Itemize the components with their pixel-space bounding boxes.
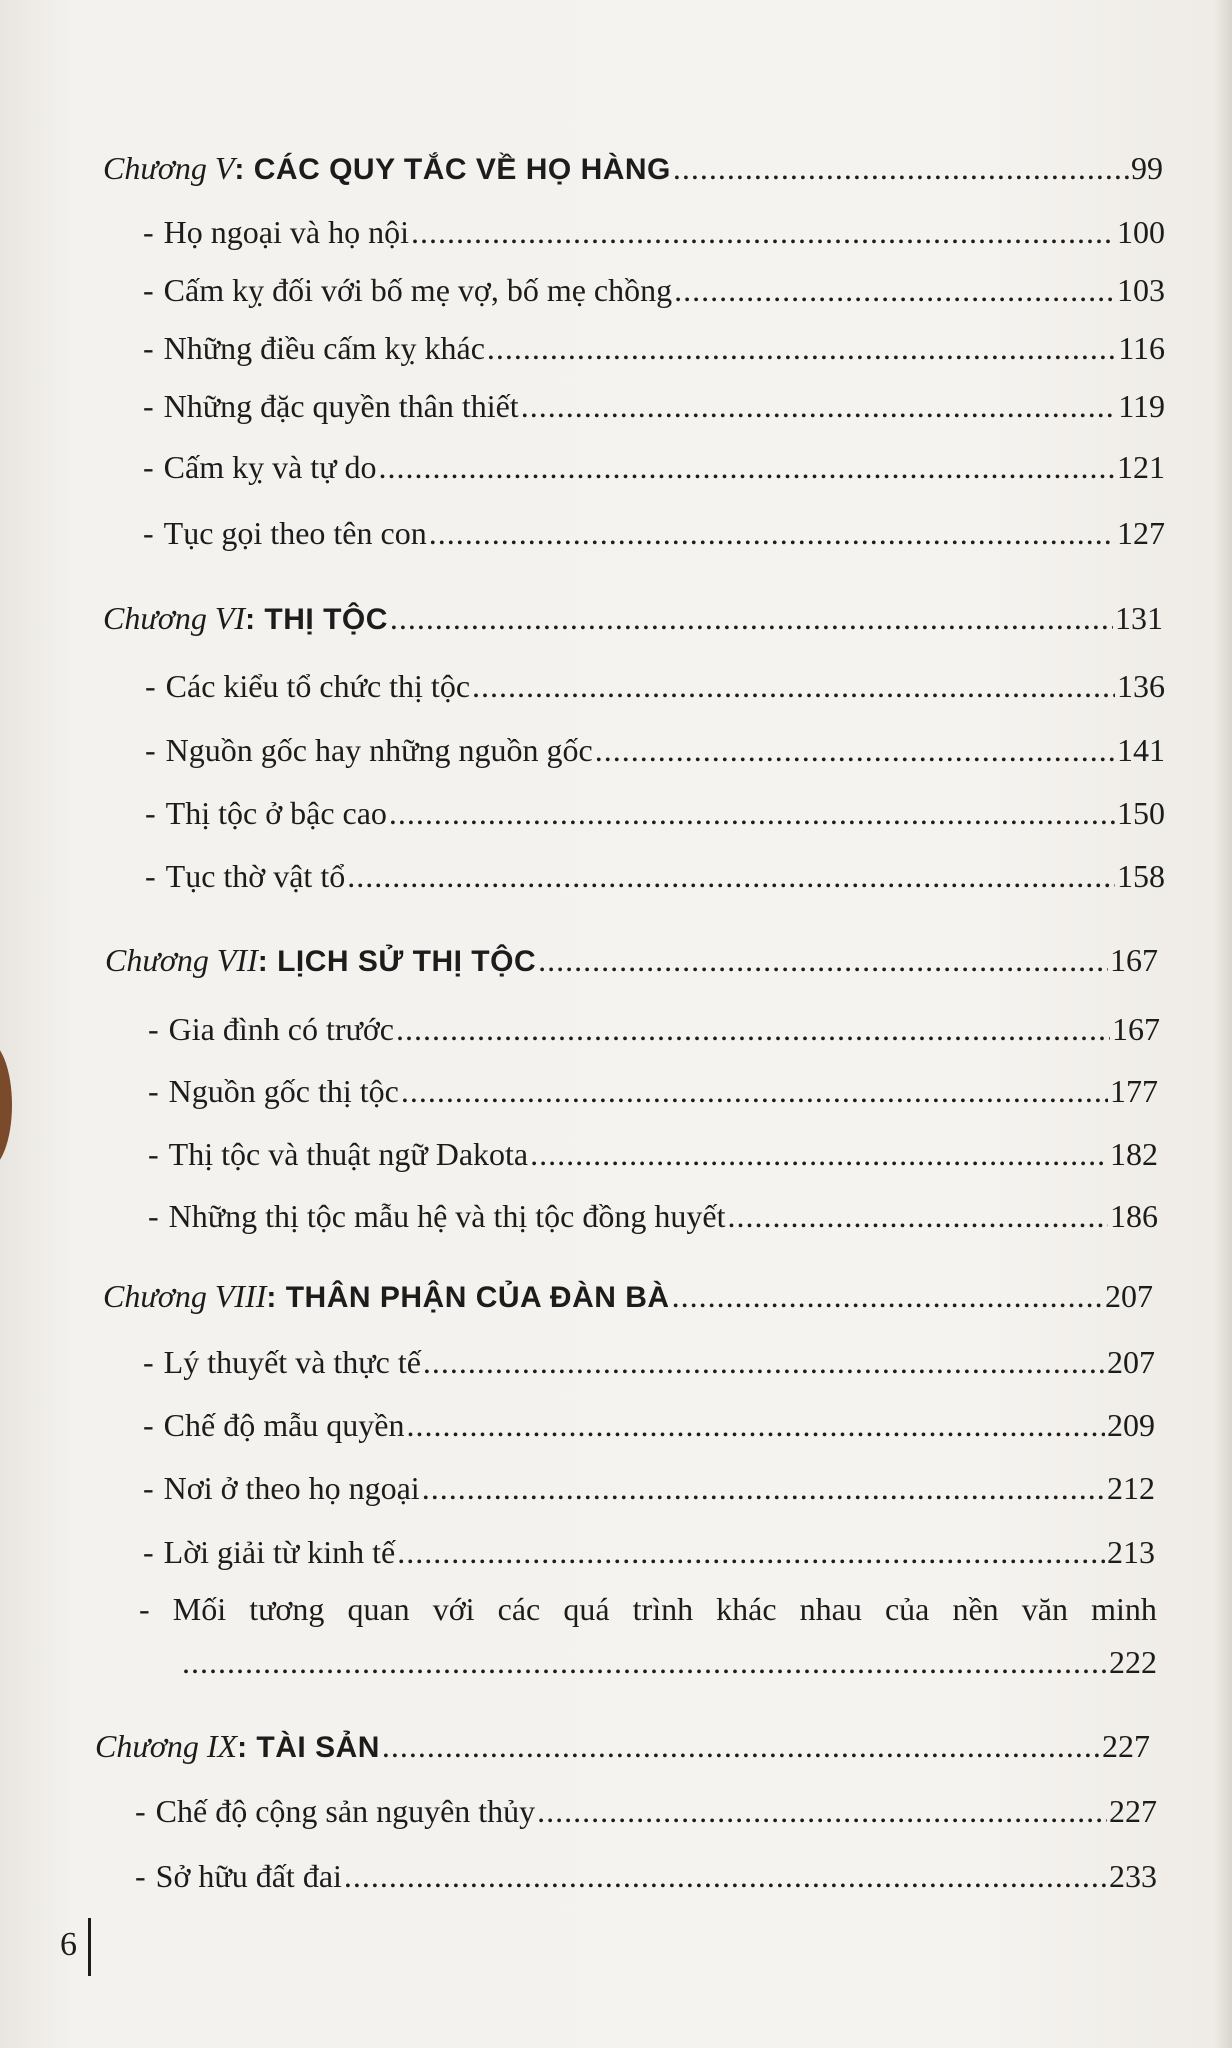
page-number: 212 xyxy=(1107,1470,1155,1506)
leader-dots xyxy=(379,447,1115,487)
page-number: 127 xyxy=(1117,515,1165,551)
dash: - xyxy=(145,668,156,704)
page-number: 141 xyxy=(1117,732,1165,768)
word: nhau xyxy=(799,1591,862,1627)
item-title: Nguồn gốc thị tộc xyxy=(168,1073,399,1109)
leader-dots xyxy=(411,212,1115,252)
page-number: 100 xyxy=(1117,214,1165,250)
word: Mối xyxy=(172,1591,227,1627)
word: khác xyxy=(716,1591,777,1627)
toc-item-long-line1 xyxy=(139,1589,1157,1629)
item-title: Họ ngoại và họ nội xyxy=(163,214,409,250)
page-number: 177 xyxy=(1110,1073,1158,1109)
dash: - xyxy=(148,1073,159,1109)
toc-item xyxy=(143,1405,1155,1445)
chapter-label: Chương VI xyxy=(103,600,246,636)
dash: - xyxy=(143,1407,154,1443)
word: minh xyxy=(1091,1591,1157,1627)
chapter-heading: THÂN PHẬN CỦA ĐÀN BÀ xyxy=(285,1281,670,1314)
dash: - xyxy=(143,1534,154,1570)
leader-dots xyxy=(672,1276,1103,1316)
toc-item xyxy=(145,793,1165,833)
leader-dots xyxy=(382,1726,1100,1766)
toc-item xyxy=(143,447,1165,487)
chapter-sep: : xyxy=(234,153,254,186)
leader-dots xyxy=(347,856,1115,896)
item-title: Thị tộc và thuật ngữ Dakota xyxy=(168,1136,529,1172)
word: các xyxy=(497,1591,541,1627)
toc-chapter-7 xyxy=(105,940,1158,982)
chapter-heading: TÀI SẢN xyxy=(256,1731,380,1764)
item-title: Gia đình có trước xyxy=(168,1011,394,1047)
page-number: 207 xyxy=(1107,1344,1155,1380)
item-title: Tục thờ vật tổ xyxy=(165,858,346,894)
leader-dots xyxy=(530,1134,1108,1174)
leader-dots xyxy=(674,270,1115,310)
toc-item xyxy=(143,328,1165,368)
chapter-label: Chương IX xyxy=(95,1728,238,1764)
page-number: 227 xyxy=(1109,1793,1157,1829)
word: quan xyxy=(347,1591,410,1627)
page-number: 186 xyxy=(1110,1198,1158,1234)
word: văn xyxy=(1021,1591,1068,1627)
leader-dots xyxy=(390,598,1113,638)
item-title: Các kiểu tổ chức thị tộc xyxy=(165,668,471,704)
dash: - xyxy=(143,214,154,250)
leader-dots xyxy=(397,1532,1105,1572)
item-title: Sở hữu đất đai xyxy=(155,1858,342,1894)
dash: - xyxy=(143,388,154,424)
word: nền xyxy=(952,1591,999,1627)
chapter-label: Chương VIII xyxy=(103,1278,267,1314)
chapter-label: Chương V xyxy=(103,150,235,186)
toc-item-long-line2 xyxy=(182,1642,1157,1682)
dash: - xyxy=(145,732,156,768)
dash: - xyxy=(143,1344,154,1380)
dash: - xyxy=(145,858,156,894)
item-title: Nơi ở theo họ ngoại xyxy=(163,1470,420,1506)
leader-dots xyxy=(422,1468,1105,1508)
dash: - xyxy=(148,1011,159,1047)
word: với xyxy=(432,1591,475,1627)
dash: - xyxy=(143,515,154,551)
leader-dots xyxy=(673,148,1129,188)
leader-dots xyxy=(487,328,1116,368)
leader-dots xyxy=(396,1009,1110,1049)
leader-dots xyxy=(595,730,1115,770)
toc-chapter-6 xyxy=(103,598,1163,640)
item-title: Chế độ mẫu quyền xyxy=(163,1407,405,1443)
page-number: 150 xyxy=(1117,795,1165,831)
dash: - xyxy=(135,1793,146,1829)
page-number: 158 xyxy=(1117,858,1165,894)
page-number: 99 xyxy=(1131,150,1163,186)
leader-dots xyxy=(538,940,1108,980)
page-number: 182 xyxy=(1110,1136,1158,1172)
toc-item xyxy=(145,730,1165,770)
page-number: 121 xyxy=(1117,449,1165,485)
toc-item xyxy=(143,386,1165,426)
page-number: 227 xyxy=(1102,1728,1150,1764)
page-number: 131 xyxy=(1115,600,1163,636)
dash: - xyxy=(139,1591,150,1627)
word: trình xyxy=(632,1591,694,1627)
footer-divider xyxy=(88,1918,91,1976)
dash: - xyxy=(143,449,154,485)
page-number: 103 xyxy=(1117,272,1165,308)
toc-chapter-9 xyxy=(95,1726,1150,1768)
chapter-sep: : xyxy=(245,603,265,636)
chapter-sep: : xyxy=(266,1281,286,1314)
toc-chapter-5 xyxy=(103,148,1163,190)
chapter-heading: CÁC QUY TẮC VỀ HỌ HÀNG xyxy=(253,153,671,186)
chapter-label: Chương VII xyxy=(105,942,258,978)
chapter-sep: : xyxy=(237,1731,257,1764)
item-title: Lời giải từ kinh tế xyxy=(163,1534,396,1570)
toc-item xyxy=(143,1342,1155,1382)
word: quá xyxy=(563,1591,610,1627)
word: của xyxy=(884,1591,930,1627)
page-number: 233 xyxy=(1109,1858,1157,1894)
chapter-heading: LỊCH SỬ THỊ TỘC xyxy=(277,945,537,978)
leader-dots xyxy=(389,793,1115,833)
leader-dots xyxy=(429,513,1115,553)
item-title: Những thị tộc mẫu hệ và thị tộc đồng huyết xyxy=(168,1198,726,1234)
page-number: 167 xyxy=(1112,1011,1160,1047)
toc-item xyxy=(148,1134,1158,1174)
leader-dots xyxy=(182,1642,1107,1682)
item-title: Tục gọi theo tên con xyxy=(163,515,427,551)
leader-dots xyxy=(407,1405,1106,1445)
toc-item xyxy=(148,1196,1158,1236)
toc-item xyxy=(143,1532,1155,1572)
toc-item xyxy=(148,1071,1158,1111)
dash: - xyxy=(143,272,154,308)
item-title: Cấm kỵ đối với bố mẹ vợ, bố mẹ chồng xyxy=(163,272,673,308)
page-number: 119 xyxy=(1118,388,1165,424)
item-title: Những đặc quyền thân thiết xyxy=(163,388,519,424)
toc-item xyxy=(143,513,1165,553)
leader-dots xyxy=(472,666,1115,706)
page-number: 207 xyxy=(1105,1278,1153,1314)
toc-item xyxy=(135,1791,1157,1831)
page-footer-number: 6 xyxy=(60,1926,77,1963)
toc-item xyxy=(143,1468,1155,1508)
item-title: Thị tộc ở bậc cao xyxy=(165,795,387,831)
leader-dots xyxy=(401,1071,1108,1111)
dash: - xyxy=(148,1198,159,1234)
page-number: 222 xyxy=(1109,1644,1157,1680)
leader-dots xyxy=(727,1196,1108,1236)
item-title: Nguồn gốc hay những nguồn gốc xyxy=(165,732,593,768)
leader-dots xyxy=(521,386,1117,426)
page-number: 136 xyxy=(1117,668,1165,704)
chapter-sep: : xyxy=(257,945,278,978)
word: tương xyxy=(249,1591,325,1627)
dash: - xyxy=(143,330,154,366)
item-title: Cấm kỵ và tự do xyxy=(163,449,377,485)
page-number: 213 xyxy=(1107,1534,1155,1570)
toc-item xyxy=(148,1009,1160,1049)
toc-item xyxy=(145,666,1165,706)
leader-dots xyxy=(423,1342,1105,1382)
toc-item xyxy=(143,212,1165,252)
dash: - xyxy=(145,795,156,831)
leader-dots xyxy=(344,1856,1107,1896)
dash: - xyxy=(143,1470,154,1506)
dash: - xyxy=(135,1858,146,1894)
item-title: Lý thuyết và thực tế xyxy=(163,1344,421,1380)
item-title: Chế độ cộng sản nguyên thủy xyxy=(155,1793,536,1829)
page-number: 209 xyxy=(1107,1407,1155,1443)
toc-item xyxy=(135,1856,1157,1896)
leader-dots xyxy=(537,1791,1107,1831)
chapter-heading: THỊ TỘC xyxy=(264,603,388,636)
toc-item xyxy=(145,856,1165,896)
toc-chapter-8 xyxy=(103,1276,1153,1318)
toc-item xyxy=(143,270,1165,310)
page-number: 116 xyxy=(1118,330,1165,366)
dash: - xyxy=(148,1136,159,1172)
page-number: 167 xyxy=(1110,942,1158,978)
item-title: Những điều cấm kỵ khác xyxy=(163,330,485,366)
